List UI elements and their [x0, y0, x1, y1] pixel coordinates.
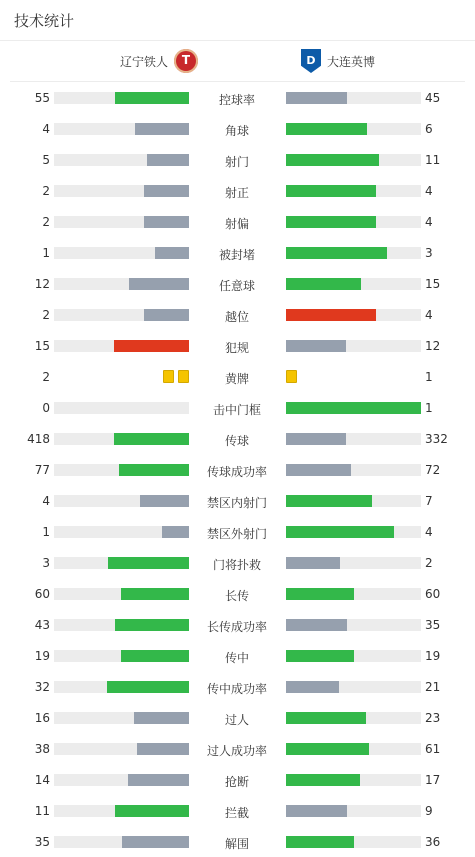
away-stat-bar	[286, 836, 421, 848]
home-stat-value: 1	[42, 525, 50, 539]
away-stat-bar	[286, 433, 421, 445]
away-stat-bar	[286, 588, 421, 600]
home-stat-bar	[54, 185, 189, 197]
away-stat-value: 17	[425, 773, 441, 787]
home-stat-bar-fill	[144, 216, 189, 228]
away-stat-bar	[286, 216, 421, 228]
away-stat-bar	[286, 464, 421, 476]
away-stat-value: 3	[425, 246, 433, 260]
stat-label: 射门	[224, 155, 249, 169]
stat-row	[0, 82, 475, 113]
home-stat-bar-fill	[137, 743, 189, 755]
stat-row	[0, 454, 475, 485]
stat-row	[0, 144, 475, 175]
away-stat-bar	[286, 774, 421, 786]
away-stat-bar-fill	[286, 92, 347, 104]
away-stat-value: 36	[425, 835, 441, 849]
stat-row	[0, 578, 475, 609]
away-stat-bar-fill	[286, 433, 346, 445]
away-stat-bar	[286, 805, 421, 817]
home-stat-bar	[54, 402, 189, 414]
away-team-logo-icon	[301, 49, 321, 73]
away-stat-bar-fill	[286, 278, 361, 290]
away-stat-value: 332	[425, 432, 448, 446]
home-stat-bar-fill	[119, 464, 189, 476]
home-stat-bar	[54, 619, 189, 631]
away-stat-value: 60	[425, 587, 441, 601]
away-stat-bar-fill	[286, 402, 421, 414]
home-stat-bar-fill	[147, 154, 189, 166]
home-stat-value: 35	[34, 835, 50, 849]
away-stat-bar	[286, 743, 421, 755]
home-stat-value: 77	[34, 463, 50, 477]
away-stat-value: 15	[425, 277, 441, 291]
stat-label: 抢断	[224, 775, 249, 789]
stat-row	[0, 795, 475, 826]
away-stat-bar	[286, 154, 421, 166]
stat-label: 越位	[224, 310, 249, 324]
away-stat-value: 4	[425, 525, 433, 539]
away-stat-bar-fill	[286, 743, 369, 755]
home-stat-bar-fill	[114, 433, 189, 445]
home-stat-bar-fill	[115, 619, 189, 631]
stat-label: 射正	[224, 186, 249, 200]
home-stat-value: 3	[42, 556, 50, 570]
away-stat-value: 4	[425, 184, 433, 198]
teams-header	[10, 41, 465, 82]
home-stat-bar-fill	[134, 712, 189, 724]
away-stat-bar-fill	[286, 340, 346, 352]
home-stat-value: 1	[42, 246, 50, 260]
home-stat-bar	[54, 836, 189, 848]
home-stat-bar-fill	[144, 309, 189, 321]
yellow-card-icon	[178, 370, 189, 383]
away-stat-value: 9	[425, 804, 433, 818]
home-stat-value: 15	[34, 339, 50, 353]
home-stat-bar-fill	[107, 681, 189, 693]
away-stat-bar	[286, 402, 421, 414]
home-stat-bar-fill	[122, 836, 189, 848]
away-stat-bar-fill	[286, 185, 376, 197]
home-stat-bar-fill	[115, 92, 189, 104]
home-stat-bar-fill	[140, 495, 189, 507]
home-stat-bar	[54, 92, 189, 104]
home-stat-bar	[54, 774, 189, 786]
away-stat-bar-fill	[286, 526, 394, 538]
stat-row	[0, 330, 475, 361]
away-stat-bar	[286, 681, 421, 693]
stat-row	[0, 764, 475, 795]
home-stat-bar	[54, 526, 189, 538]
home-stat-bar	[54, 712, 189, 724]
away-stat-bar-fill	[286, 712, 366, 724]
page-title: 技术统计	[14, 12, 75, 30]
stat-row	[0, 206, 475, 237]
away-stat-bar-fill	[286, 216, 376, 228]
home-stat-value: 60	[34, 587, 50, 601]
away-stat-value: 1	[425, 401, 433, 415]
away-stat-value: 7	[425, 494, 433, 508]
home-stat-value: 38	[34, 742, 50, 756]
away-team-name: 大连英博	[327, 54, 376, 69]
home-stat-bar	[54, 464, 189, 476]
stat-label: 拦截	[224, 806, 249, 820]
home-stat-bar	[54, 247, 189, 259]
stat-row	[0, 671, 475, 702]
stat-label: 黄牌	[224, 372, 249, 386]
home-stat-value: 2	[42, 370, 50, 384]
away-stat-value: 2	[425, 556, 433, 570]
away-yellow-cards	[286, 370, 297, 383]
away-stat-bar	[286, 712, 421, 724]
home-stat-bar-fill	[144, 185, 189, 197]
away-stat-value: 45	[425, 91, 441, 105]
stat-label: 角球	[224, 124, 249, 138]
away-stat-value: 11	[425, 153, 441, 167]
away-stat-value: 23	[425, 711, 441, 725]
away-stat-bar	[286, 557, 421, 569]
home-stat-bar	[54, 123, 189, 135]
stat-label: 传球	[224, 434, 249, 448]
away-stat-bar-fill	[286, 619, 347, 631]
away-stat-bar-fill	[286, 774, 360, 786]
away-stat-bar-fill	[286, 805, 347, 817]
home-stat-value: 32	[34, 680, 50, 694]
away-stat-bar-fill	[286, 154, 379, 166]
home-stat-bar	[54, 588, 189, 600]
stat-label: 过人	[224, 713, 249, 727]
away-stat-bar	[286, 185, 421, 197]
stat-label: 传球成功率	[206, 465, 267, 479]
home-stat-bar	[54, 743, 189, 755]
away-stat-bar	[286, 340, 421, 352]
away-stat-value: 4	[425, 308, 433, 322]
away-stat-bar-fill	[286, 681, 339, 693]
stat-label: 解围	[224, 837, 249, 851]
stat-row	[0, 640, 475, 671]
home-stat-bar	[54, 309, 189, 321]
away-stat-bar	[286, 247, 421, 259]
stat-label: 禁区内射门	[206, 496, 267, 510]
home-team-name: 辽宁铁人	[120, 54, 169, 69]
home-yellow-cards	[163, 370, 189, 383]
stat-label: 击中门框	[212, 403, 261, 417]
yellow-card-icon	[286, 370, 297, 383]
home-stat-value: 4	[42, 494, 50, 508]
away-stat-value: 4	[425, 215, 433, 229]
home-stat-value: 4	[42, 122, 50, 136]
stat-label: 被封堵	[218, 248, 255, 262]
away-stat-value: 72	[425, 463, 441, 477]
away-stat-value: 19	[425, 649, 441, 663]
stat-label: 过人成功率	[206, 744, 267, 758]
away-stat-value: 12	[425, 339, 441, 353]
home-stat-value: 2	[42, 215, 50, 229]
away-team[interactable]	[301, 49, 381, 73]
home-stat-bar	[54, 650, 189, 662]
away-stat-bar-fill	[286, 495, 372, 507]
stat-row	[0, 547, 475, 578]
home-team-logo-icon	[174, 49, 198, 73]
away-stat-bar	[286, 619, 421, 631]
away-stat-bar	[286, 495, 421, 507]
stat-label: 传中成功率	[206, 682, 267, 696]
home-stat-bar-fill	[108, 557, 189, 569]
away-stat-bar-fill	[286, 464, 351, 476]
home-stat-bar	[54, 216, 189, 228]
home-stat-bar-fill	[128, 774, 189, 786]
home-stat-bar-fill	[115, 805, 189, 817]
home-stat-bar	[54, 557, 189, 569]
home-stat-bar-fill	[155, 247, 189, 259]
stat-row	[0, 702, 475, 733]
home-stat-bar-fill	[121, 650, 189, 662]
stat-row	[0, 113, 475, 144]
stat-row	[0, 609, 475, 640]
home-stat-bar	[54, 340, 189, 352]
stat-label: 任意球	[218, 279, 255, 293]
page-header	[0, 0, 475, 41]
home-stat-value: 43	[34, 618, 50, 632]
home-stat-value: 19	[34, 649, 50, 663]
stat-row	[0, 516, 475, 547]
home-stat-bar	[54, 433, 189, 445]
home-stat-bar	[54, 278, 189, 290]
stat-label: 传中	[224, 651, 249, 665]
away-stat-value: 1	[425, 370, 433, 384]
stat-label: 长传	[224, 589, 249, 603]
stat-label: 控球率	[218, 93, 255, 107]
away-stat-bar-fill	[286, 650, 354, 662]
home-stat-value: 2	[42, 184, 50, 198]
home-stat-bar	[54, 154, 189, 166]
stat-label: 长传成功率	[206, 620, 267, 634]
away-stat-bar-fill	[286, 123, 367, 135]
away-stat-bar-fill	[286, 588, 354, 600]
away-stat-bar	[286, 123, 421, 135]
away-stat-bar-fill	[286, 836, 354, 848]
stat-row	[0, 175, 475, 206]
stat-row	[0, 423, 475, 454]
stat-label: 犯规	[224, 341, 249, 355]
away-stat-bar-fill	[286, 557, 340, 569]
stat-row	[0, 485, 475, 516]
home-stat-bar-fill	[114, 340, 189, 352]
away-stat-value: 6	[425, 122, 433, 136]
away-stat-value: 61	[425, 742, 441, 756]
stat-row	[0, 826, 475, 857]
stat-label: 射偏	[224, 217, 249, 231]
away-stat-value: 21	[425, 680, 441, 694]
stat-label: 门将扑救	[212, 558, 261, 572]
stat-row	[0, 299, 475, 330]
away-stat-value: 35	[425, 618, 441, 632]
home-stat-value: 418	[27, 432, 50, 446]
away-stat-bar	[286, 309, 421, 321]
away-stat-bar-fill	[286, 247, 387, 259]
home-stat-value: 0	[42, 401, 50, 415]
home-stat-value: 2	[42, 308, 50, 322]
stat-label: 禁区外射门	[206, 527, 267, 541]
stat-row	[0, 392, 475, 423]
home-stat-value: 11	[34, 804, 50, 818]
home-stat-value: 5	[42, 153, 50, 167]
home-stat-bar-fill	[162, 526, 189, 538]
home-stat-bar-fill	[121, 588, 189, 600]
home-stat-bar	[54, 495, 189, 507]
away-stat-bar	[286, 650, 421, 662]
home-stat-value: 12	[34, 277, 50, 291]
away-stat-bar-fill	[286, 309, 376, 321]
home-stat-value: 14	[34, 773, 50, 787]
stat-row	[0, 733, 475, 764]
home-stat-bar-fill	[129, 278, 189, 290]
away-stat-bar	[286, 92, 421, 104]
home-stat-bar	[54, 681, 189, 693]
home-stat-value: 16	[34, 711, 50, 725]
yellow-card-icon	[163, 370, 174, 383]
stat-row	[0, 361, 475, 392]
away-stat-bar	[286, 278, 421, 290]
home-stat-value: 55	[34, 91, 50, 105]
stat-row	[0, 237, 475, 268]
home-team[interactable]	[114, 49, 198, 73]
away-stat-bar	[286, 526, 421, 538]
home-stat-bar-fill	[135, 123, 189, 135]
stat-row	[0, 268, 475, 299]
home-stat-bar	[54, 805, 189, 817]
